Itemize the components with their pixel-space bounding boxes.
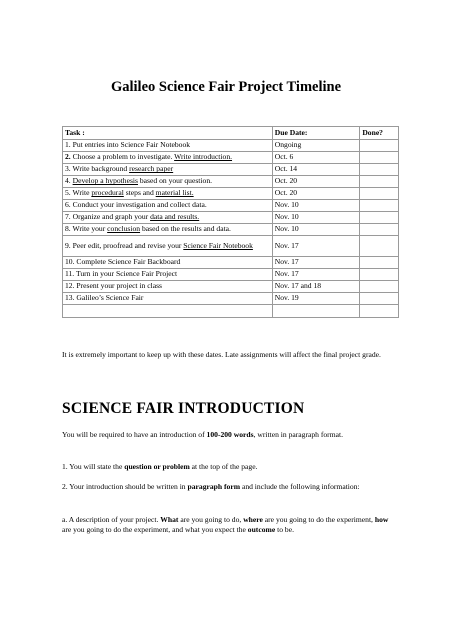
text-run: 10. Complete Science Fair Backboard — [65, 257, 181, 267]
done-cell — [360, 140, 399, 152]
due-date-cell: Oct. 20 — [272, 188, 360, 200]
text-run: steps and — [123, 188, 156, 198]
due-date-cell: Nov. 10 — [272, 224, 360, 236]
task-cell — [63, 269, 273, 281]
task-cell — [63, 200, 273, 212]
document-title: Galileo Science Fair Project Timeline — [110, 79, 342, 95]
due-date-cell: Oct. 14 — [272, 164, 360, 176]
table-row — [63, 200, 399, 212]
due-date-cell: Nov. 17 — [272, 257, 360, 269]
section-heading: SCIENCE FAIR INTRODUCTION — [62, 400, 305, 417]
text-run: 2. — [65, 152, 71, 162]
text-run: 12. Present your project in class — [65, 281, 163, 291]
task-cell — [63, 140, 273, 152]
text-run: at the top of the page. — [189, 462, 258, 471]
text-run: Develop a hypothesis — [72, 176, 138, 186]
text-run: are you going to do, — [178, 515, 244, 524]
text-run: Choose a problem to investigate. — [70, 152, 175, 162]
task-cell — [63, 281, 273, 293]
text-run: how — [374, 515, 389, 524]
text-run: and include the following information: — [240, 482, 360, 491]
done-cell — [360, 236, 399, 257]
task-cell — [63, 176, 273, 188]
task-cell — [63, 212, 273, 224]
text-run: 13. Galileo’s Science Fair — [65, 293, 144, 303]
text-run: research paper — [129, 164, 174, 174]
text-run: 8. Write your — [65, 224, 108, 234]
done-cell — [360, 224, 399, 236]
text-run: data and results. — [150, 212, 200, 222]
text-run: based on your question. — [137, 176, 213, 186]
done-cell — [360, 176, 399, 188]
paragraph-description — [62, 515, 394, 536]
table-row — [63, 269, 399, 281]
task-cell — [63, 305, 273, 318]
text-run: 7. Organize and graph your — [65, 212, 151, 222]
task-cell — [63, 224, 273, 236]
table-row — [63, 224, 399, 236]
text-run: 1. Put entries into Science Fair Notebook — [65, 140, 191, 150]
text-run: Science Fair Notebook — [183, 240, 253, 250]
text-run: Write introduction. — [174, 152, 233, 162]
due-date-cell: Nov. 10 — [272, 212, 360, 224]
text-run: procedural — [91, 188, 124, 198]
table-header-row — [63, 127, 399, 140]
text-run: to be. — [275, 525, 294, 535]
text-run: 100-200 words — [206, 430, 254, 439]
text-run: 4. — [65, 176, 73, 186]
table-row — [63, 140, 399, 152]
header-due-date: Due Date: — [272, 127, 360, 140]
text-run: 1. You will state the — [62, 462, 125, 471]
text-run: material list. — [155, 188, 194, 198]
table-row — [63, 305, 399, 318]
due-date-cell — [272, 305, 360, 318]
text-run: 9. Peer edit, proofread and revise your — [65, 240, 184, 250]
due-date-cell: Nov. 17 — [272, 236, 360, 257]
due-date-cell: Nov. 17 — [272, 269, 360, 281]
table-row — [63, 152, 399, 164]
done-cell — [360, 269, 399, 281]
table-row — [63, 293, 399, 305]
task-cell — [63, 152, 273, 164]
done-cell — [360, 188, 399, 200]
done-cell — [360, 281, 399, 293]
due-date-cell: Oct. 20 — [272, 176, 360, 188]
deadline-note: It is extremely important to keep up with these dates. Late assignments will affect the final project grade. — [62, 350, 381, 359]
text-run: question or problem — [124, 462, 190, 471]
text-run: based on the results and data. — [140, 224, 231, 234]
text-run: a. A description of your project. — [62, 515, 161, 524]
due-date-cell: Nov. 19 — [272, 293, 360, 305]
table-row — [63, 188, 399, 200]
done-cell — [360, 164, 399, 176]
paragraph-form — [62, 482, 394, 492]
text-run: What — [160, 515, 179, 524]
table-row — [63, 176, 399, 188]
table-row — [63, 212, 399, 224]
text-run: 3. Write background — [65, 164, 130, 174]
paragraph-question — [62, 462, 394, 472]
text-run: are you going to do the experiment, — [262, 515, 375, 524]
done-cell — [360, 152, 399, 164]
paragraph-word-count — [62, 430, 394, 440]
text-run: paragraph form — [187, 482, 241, 491]
task-cell — [63, 293, 273, 305]
done-cell — [360, 293, 399, 305]
text-run: , written in paragraph format. — [253, 430, 343, 439]
table-row — [63, 257, 399, 269]
text-run: where — [243, 515, 263, 524]
text-run: 2. Your introduction should be written in — [62, 482, 188, 491]
text-run: 6. Conduct your investigation and collect data. — [65, 200, 207, 210]
due-date-cell: Oct. 6 — [272, 152, 360, 164]
text-run: are you going to do the experiment, and what you expect the — [62, 525, 248, 535]
task-cell — [63, 257, 273, 269]
due-date-cell: Nov. 10 — [272, 200, 360, 212]
text-run: 5. Write — [65, 188, 92, 198]
text-run: conclusion — [107, 224, 141, 234]
due-date-cell: Nov. 17 and 18 — [272, 281, 360, 293]
text-run: You will be required to have an introduction of — [62, 430, 207, 439]
done-cell — [360, 200, 399, 212]
task-cell — [63, 164, 273, 176]
header-done: Done? — [360, 127, 399, 140]
text-run: outcome — [247, 525, 276, 535]
table-row — [63, 164, 399, 176]
task-cell — [63, 236, 273, 257]
done-cell — [360, 212, 399, 224]
done-cell — [360, 257, 399, 269]
timeline-table — [62, 126, 399, 318]
due-date-cell: Ongoing — [272, 140, 360, 152]
text-run: 11. Turn in your Science Fair Project — [65, 269, 178, 279]
task-cell — [63, 188, 273, 200]
table-row — [63, 236, 399, 257]
header-task: Task : — [63, 127, 273, 140]
table-row — [63, 281, 399, 293]
done-cell — [360, 305, 399, 318]
